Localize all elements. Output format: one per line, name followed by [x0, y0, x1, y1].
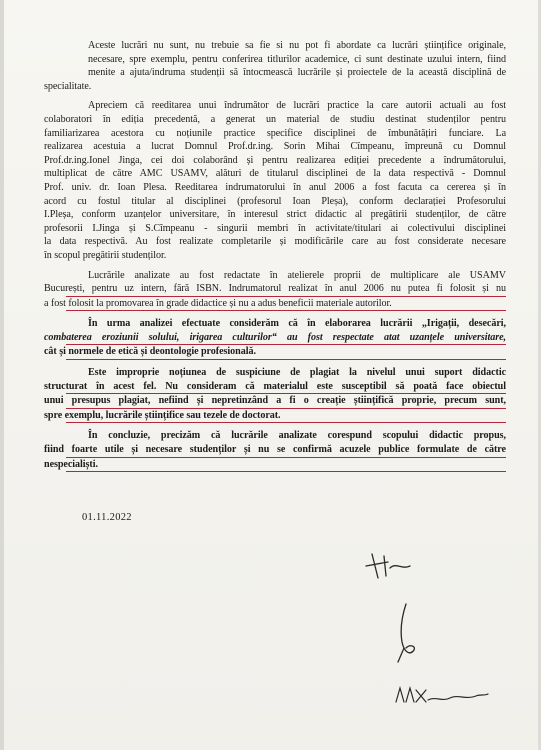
text-line: menite a ajuta/indruma studenții să întocmească lucrările și proiectele de la această disciplină de: [88, 67, 506, 79]
text-line: profesorii I.Jinga și S.Cîmpeanu - singurii membri în activitate/titulari ai colectivului disciplinei: [44, 222, 506, 234]
text-line-underlined: combaterea eroziunii solului, irigarea culturilor“ au fost respectate atat uzanțele universitare,: [66, 331, 506, 346]
paragraph-multiplication: [44, 269, 506, 312]
text-line: familiarizarea acestora cu noțiunile practice specifice disciplinei de îmbunătățiri funciare. La: [44, 127, 506, 139]
paragraph-scope: [44, 39, 506, 93]
text-line: Aceste lucrări nu sunt, nu trebuie sa fie si nu pot fi abordate ca lucrări științifice originale,: [88, 40, 506, 51]
text-line-underlined: unui presupus plagiat, nefiind și nepretinzând a fi o creație științifică proprie, precum sunt,: [66, 394, 506, 409]
text-line: I.Pleșa, conform uzanțelor universitare, în interesul strict didactic al pregătirii studenților, de către: [44, 209, 506, 221]
signature-mark-bottom: [392, 676, 492, 712]
paragraph-plagiarism: [44, 366, 506, 423]
text-line: multiplicat de către AMC USAMV, alături de titularul disciplinei de la data respectivă - Domnul: [44, 168, 506, 180]
paragraph-analysis: [44, 317, 506, 360]
text-line-underlined: structurat în acest fel. Nu consideram că materialul este susceptibil să poată face obiectul: [66, 380, 506, 395]
document-body: [44, 39, 506, 478]
text-line: În urma analizei efectuate considerăm că în elaborarea lucrării „Irigații, desecări,: [88, 318, 506, 330]
text-line-underlined: fiind foarte utile și necesare studenților și nu se confirmă acuzele publice formulate de către: [66, 443, 506, 458]
paragraph-reedition: [44, 99, 506, 262]
text-line: realizarea acestuia a lucrat Domnul Prof.dr.ing. Sorin Mihai Cîmpeanu, împreună cu Domnul: [44, 141, 506, 153]
text-line-underlined: spre exemplu, lucrările științifice sau tezele de doctorat.: [66, 409, 506, 424]
text-line: Lucrările analizate au fost redactate în atelierele proprii de multiplicare ale USAMV: [88, 269, 506, 281]
text-line: Este impropriе noțiunea de suspiciune de plagiat la nivelul unui suport didactic: [88, 367, 506, 379]
paragraph-conclusion: [44, 429, 506, 472]
text-line: în scopul pregătirii studenților.: [44, 249, 167, 261]
text-line: colaboratori în ediția precedentă, a generat un material de studiu destinat studenților pentru: [44, 113, 506, 125]
text-line: specialitate.: [44, 80, 92, 92]
text-line-underlined: București, pentru uz intern, fără ISBN. Indrumatorul realizat în anul 2006 nu putea fi folosit și nu: [66, 282, 506, 297]
signature-mark-top: [360, 548, 420, 584]
text-line: necesare, spre exemplu, pentru conferirea titlurilor academice, ci sunt destinate uzului intern, fiind: [88, 53, 506, 65]
text-line: Prof.dr.ing.Ionel Jinga, cei doi colaborând și pentru realizarea ediției precedente a îndrumătorului,: [44, 154, 506, 166]
text-line-underlined: a fost folosit la promovarea în grade didactice și nu a adus beneficii materiale autorilor.: [66, 297, 506, 312]
text-line: Apreciem că reeditarea unui îndrumător de lucrări practice la care autorii actuali au fost: [88, 100, 506, 112]
text-line: În concluzie, precizăm că lucrările analizate corespund scopului didactic propus,: [88, 430, 506, 442]
page-edge-left: [0, 0, 4, 750]
text-line: acord cu fostul titular al disciplinei (profesorul Ioan Pleșa), conform declarației Profesorului: [44, 195, 506, 207]
text-line-underlined: nespecialiști.: [66, 458, 506, 473]
text-line: la data respectivă. Au fost realizate completarile și modificările care au fost considerate necesare: [44, 236, 506, 248]
text-line: Prof. univ. dr. Ioan Plesa. Reeditarea indrumatorului în anul 2006 a fost facuta ca cererea și în: [44, 181, 506, 193]
text-line-underlined: cât și normele de etică și deontologie profesională.: [66, 345, 506, 360]
document-date: 01.11.2022: [82, 512, 132, 523]
signature-mark-middle: [388, 600, 428, 666]
